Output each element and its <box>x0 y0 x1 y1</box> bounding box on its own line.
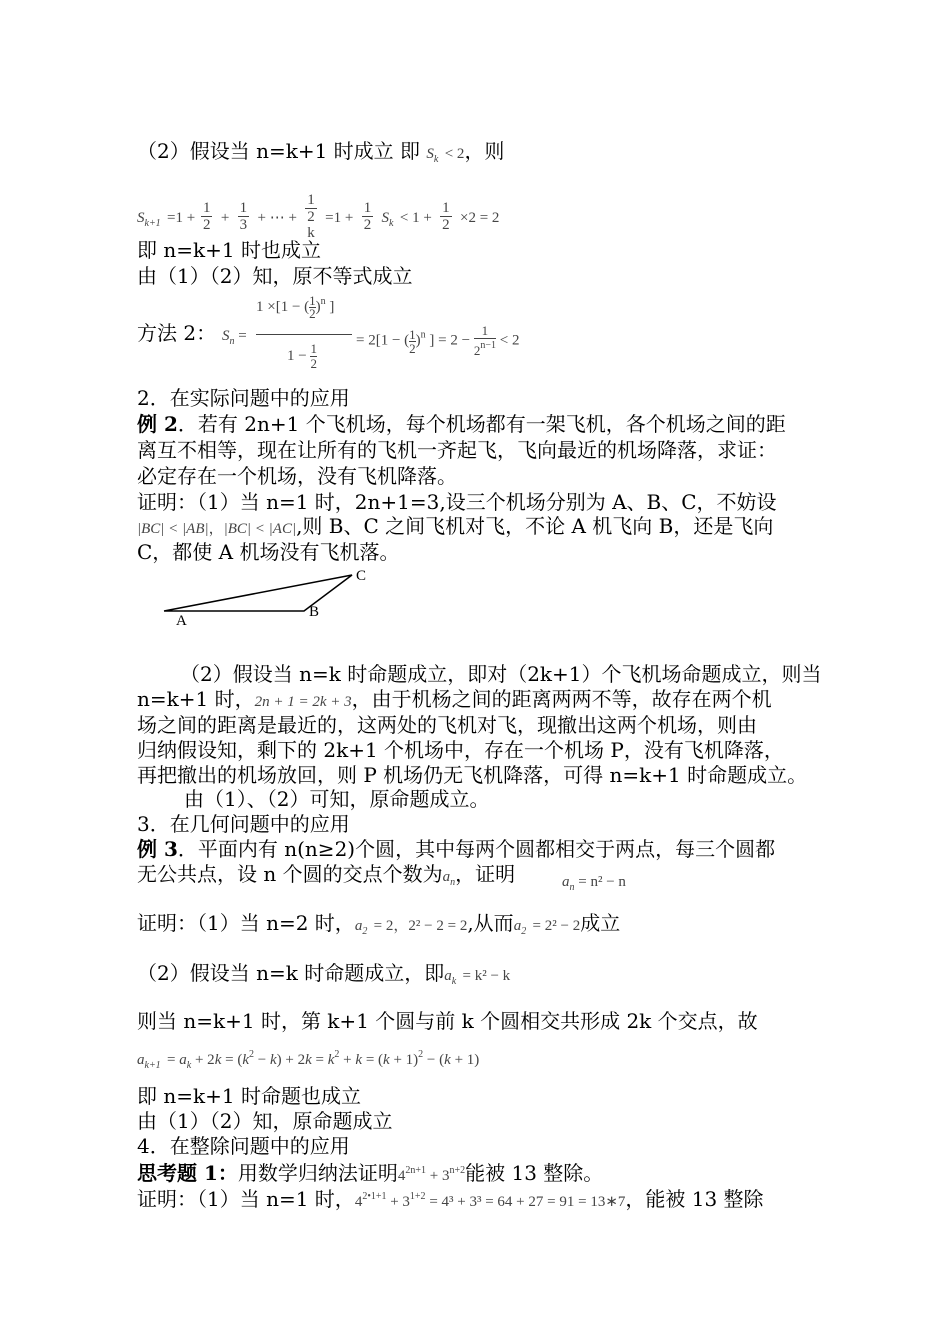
text: （2）假设当 n=k+1 时成立 即 <box>137 139 421 163</box>
triangle-figure <box>160 565 380 635</box>
example-2-line-1: 例 2．若有 2n+1 个飞机场，每个机场都有一架飞机，各个机场之间的距 <box>137 412 786 436</box>
proof-2-line-1: 证明：（1）当 n=1 时，2n+1=3,设三个机场分别为 A、B、C，不妨设 <box>137 490 777 514</box>
section-4-title: 4．在整除问题中的应用 <box>137 1134 350 1158</box>
line-k1-holds: 即 n=k+1 时也成立 <box>137 238 321 262</box>
line-method-2: 方法 2： <box>137 321 217 345</box>
label-c: C <box>356 568 367 584</box>
para-2-line-6: 由（1）、（2）可知，原命题成立。 <box>184 787 490 811</box>
section-2-title: 2．在实际问题中的应用 <box>137 386 350 410</box>
frac-denominator: 1 − $\frac{1}{2}$ <box>287 341 317 371</box>
example-3-line-1: 例 3．平面内有 n(n≥2)个圆，其中每两个圆都相交于两点，每三个圆都 <box>137 837 776 861</box>
line-assume-k1 <box>137 138 504 173</box>
proof-3-line-2: （2）假设当 n=k 时命题成立，即$a_k = k^2 - k$ <box>137 961 511 987</box>
proof-4-line-1: 证明：（1）当 n=1 时，$4^{2•1+1} + 3^{1+2} = 4^3 + 3^3 = 64 + 27 = 91$ = 13∗7，能被 13 整除 <box>137 1187 764 1211</box>
label-a: A <box>176 613 187 629</box>
frac-bar <box>256 334 352 335</box>
label-b: B <box>309 604 320 620</box>
frac-numerator: 1 ×[1 − ( $\frac{1}{2}$ )$^n$ ] <box>256 293 335 321</box>
proof-2-line-2: |BC| < |AB|，|BC| < |AC|,则 B、C 之间飞机对飞，不论 A 机飞向 B，还是飞向 <box>137 514 774 538</box>
formula-sk1: $S_{k+1} =1$ + $\frac{1}{2}$ + $\frac{1}{3}$ + ⋯ + 1 2 k =1 + $\frac{1}{2}$ $S_k < 1$ + $\frac{1}{2}$ ×2 = 2 <box>137 192 500 241</box>
proof-3-line-5: 由（1）（2）知，原命题成立 <box>137 1109 393 1133</box>
math-lt2: < 2 <box>444 146 465 162</box>
proof-3-line-3: 则当 n=k+1 时，第 k+1 个圆与前 k 个圆相交共形成 2k 个交点，故 <box>137 1009 758 1033</box>
think-question-1: 思考题 1：用数学归纳法证明$4^{2n+1} + 3^{n+2}$能被 13 整除。 <box>137 1161 604 1185</box>
math-sk: $S_k$ <box>426 146 439 165</box>
math-sn: $S_n$ = <box>222 328 247 347</box>
text: ，则 <box>464 139 505 163</box>
triangle-shape <box>164 575 352 611</box>
formula-ak1: $a_{k+1} = a_k + 2k = (k^2 - k) + 2k = k^2 + k = (k + 1)^2 - (k + 1)$ <box>137 1049 480 1071</box>
proof-2-line-3: C，都使 A 机场没有飞机落。 <box>137 540 400 564</box>
line-conclusion-1: 由（1）（2）知，原不等式成立 <box>137 264 413 288</box>
example-2-line-2: 离互不相等，现在让所有的飞机一齐起飞，飞向最近的机场降落，求证： <box>137 438 777 462</box>
para-2-line-1: （2）假设当 n=k 时命题成立，即对（2k+1）个飞机场命题成立，则当 <box>180 662 822 686</box>
example-3-line-2: 无公共点，设 n 个圆的交点个数为$a_n$，证明 <box>137 862 516 888</box>
math-method2-rhs: = 2[1 − ( $\frac{1}{2}$ )$^n$ ] = 2 − $\frac{1}{2^{n-1}}$ < 2 <box>356 323 520 358</box>
para-2-line-5: 再把撤出的机场放回，则 P 机场仍无飞机降落，可得 n=k+1 时命题成立。 <box>137 763 808 787</box>
proof-3-line-1: 证明：（1）当 n=2 时，$a_2 = 2$，2² − 2 = 2,从而$a_2 = 2^2 - 2$成立 <box>137 911 621 937</box>
example-2-line-3: 必定存在一个机场，没有飞机降落。 <box>137 464 457 488</box>
section-3-title: 3．在几何问题中的应用 <box>137 812 350 836</box>
proof-3-line-4: 即 n=k+1 时命题也成立 <box>137 1084 361 1108</box>
para-2-line-3: 场之间的距离是最近的，这两处的飞机对飞，现撤出这两个机场，则由 <box>137 713 757 737</box>
para-2-line-2: n=k+1 时，2n + 1 = 2k + 3，由于机杨之间的距离两两不等，故存在两个机 <box>137 687 772 711</box>
para-2-line-4: 归纳假设知，剩下的 2k+1 个机场中，存在一个机场 P，没有飞机降落， <box>137 738 784 762</box>
math-an-formula: $a_n = n^2 - n$ <box>562 874 626 893</box>
